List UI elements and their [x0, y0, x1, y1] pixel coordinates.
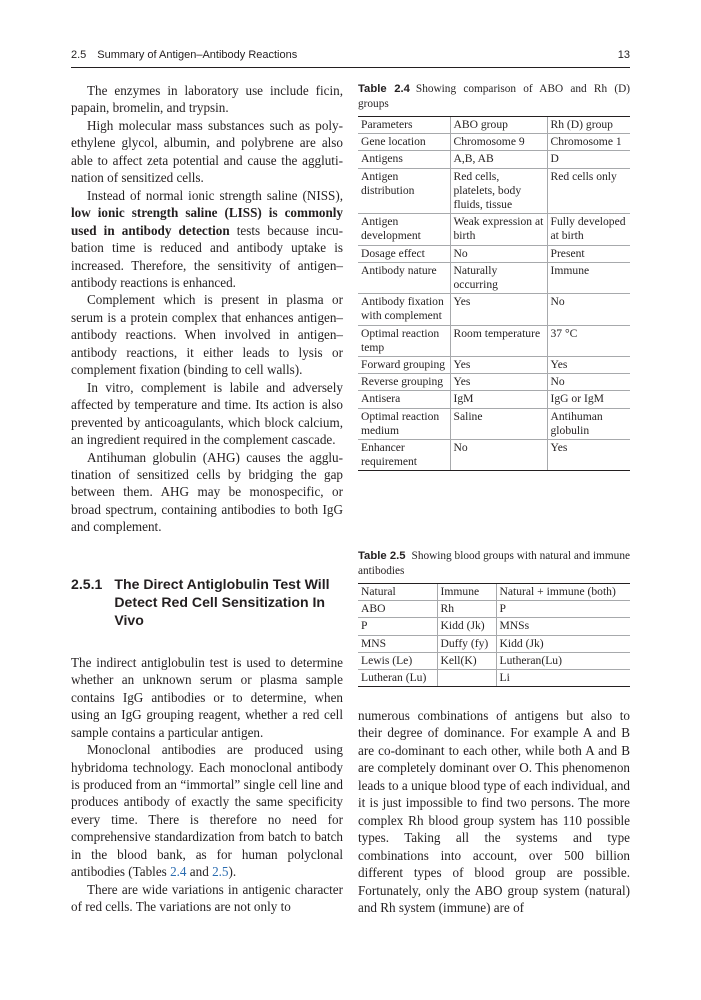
- paragraph-ahg: Antihuman globulin (AHG) causes the agglutination of sensitized cells by bridging the gap between them. AHG may be monospecific, or broad spectrum, containing antibodies to both IgG and complement.: [71, 449, 343, 535]
- table-2-4-cell: No: [547, 374, 630, 391]
- table-2-4-cell: Room temperature: [450, 325, 547, 356]
- table-2-4-cell: No: [450, 245, 547, 262]
- table-2-4-row: [358, 440, 630, 471]
- table-2-4-cell: Antihuman globulin: [547, 408, 630, 439]
- table-2-4-row: [358, 374, 630, 391]
- table-2-5: [358, 583, 630, 687]
- paragraph-monoclonal-text-3: ).: [228, 864, 237, 880]
- header-rule: [71, 67, 630, 68]
- table-2-4-cell: Naturally occurring: [450, 262, 547, 293]
- table-2-4-row: [358, 214, 630, 245]
- table-2-5-cell: Kell(K): [437, 652, 496, 669]
- table-2-5-link[interactable]: 2.5: [212, 864, 229, 880]
- table-2-5-row: [358, 670, 630, 687]
- table-2-4-cell: Yes: [450, 374, 547, 391]
- table-2-4-column-header: Parameters: [358, 117, 450, 134]
- paragraph-enzymes: The enzymes in laboratory use include ficin, papain, bromelin, and trypsin.: [71, 83, 343, 116]
- table-2-4-cell: Weak expression at birth: [450, 214, 547, 245]
- paragraph-high-molecular-substances: High molecular mass substances such as polyethylene glycol, albumin, and polybrene are also able to affect zeta potential and cause the agglutination of sensitized cells.: [71, 117, 343, 186]
- table-2-4-row: [358, 151, 630, 168]
- table-2-4-cell: 37 °C: [547, 325, 630, 356]
- table-2-4-cell: Antigens: [358, 151, 450, 168]
- table-2-5-row: [358, 652, 630, 669]
- table-2-5-row: [358, 635, 630, 652]
- table-2-5-header-row: [358, 584, 630, 601]
- table-2-5-cell: ABO: [358, 601, 437, 618]
- paragraph-liss-text-1: Instead of normal ionic strength saline (NISS),: [87, 187, 343, 203]
- paragraph-monoclonal: [71, 741, 343, 881]
- table-2-5-cell: Lutheran (Lu): [358, 670, 437, 687]
- table-2-4-cell: Antibody nature: [358, 262, 450, 293]
- table-2-4-cell: IgM: [450, 391, 547, 408]
- table-2-4-cell: D: [547, 151, 630, 168]
- table-2-4-cell: Forward grouping: [358, 357, 450, 374]
- paragraph-in-vitro: In vitro, complement is labile and adversely affected by temperature and time. Its action is also prevented by anticoagulants, which block calcium, an ingredient required in the complement cascade.: [71, 379, 343, 448]
- paragraph-liss-text-2: tests because incubation time is reduced and antibody uptake is increased. Therefore, the sensitivity of antigen–antibody reactions is enhanced.: [71, 222, 343, 290]
- paragraph-antigenic-variation: There are wide variations in antigenic character of red cells. The variations are not only to: [71, 881, 343, 915]
- table-2-5-cell: Kidd (Jk): [496, 635, 630, 652]
- table-2-4-row: [358, 134, 630, 151]
- table-2-4-row: [358, 262, 630, 293]
- table-2-4: [358, 116, 630, 471]
- table-2-4-cell: Yes: [450, 357, 547, 374]
- paragraph-liss-emphasis: low ionic strength saline (LISS) is commonly used in antibody detection: [71, 205, 343, 238]
- table-2-4-row: [358, 294, 630, 325]
- table-2-4-cell: Chromosome 9: [450, 134, 547, 151]
- paragraph-liss: [71, 187, 343, 292]
- table-2-5-label: Table 2.5: [358, 550, 406, 562]
- table-2-5-cell: Duffy (fy): [437, 635, 496, 652]
- table-2-4-cell: Optimal reaction medium: [358, 408, 450, 439]
- table-2-4-column-header: Rh (D) group: [547, 117, 630, 134]
- table-2-4-cell: Red cells, platelets, body fluids, tissue: [450, 168, 547, 214]
- right-column: [358, 707, 630, 916]
- table-2-5-cell: [437, 670, 496, 687]
- table-2-5-block: [358, 549, 630, 687]
- table-2-4-cell: Chromosome 1: [547, 134, 630, 151]
- table-2-4-cell: Reverse grouping: [358, 374, 450, 391]
- table-2-4-cell: Dosage effect: [358, 245, 450, 262]
- table-2-4-link[interactable]: 2.4: [170, 864, 187, 880]
- table-2-4-cell: Antibody fixation with complement: [358, 294, 450, 325]
- left-column: [71, 82, 343, 916]
- table-2-5-caption-text: Showing blood groups with natural and immune antibodies: [358, 550, 630, 577]
- paragraph-antigen-combinations: numerous combinations of antigens but also to their degree of dominance. For example A and B are co-dominant to each other, while both A and B are completely dominant over O. This phenomenon leads to a unique blood type of each individual, and it is just impossible to find two persons. The more complex Rh blood group system has 110 possible types. Taking all the systems and type combinations into account, over 500 billion different types of blood group are possible. Fortunately, only the ABO group system (natural) and Rh system (immune) are of: [358, 708, 630, 915]
- table-2-4-cell: Saline: [450, 408, 547, 439]
- table-2-4-row: [358, 325, 630, 356]
- table-2-4-cell: Antigen development: [358, 214, 450, 245]
- table-2-5-cell: Li: [496, 670, 630, 687]
- table-2-4-row: [358, 391, 630, 408]
- table-2-5-cell: P: [358, 618, 437, 635]
- table-2-4-cell: Present: [547, 245, 630, 262]
- table-2-4-block: [358, 82, 630, 471]
- running-head: [71, 47, 630, 67]
- table-2-4-cell: No: [450, 440, 547, 471]
- running-head-section: 2.5 Summary of Antigen–Antibody Reactions: [71, 49, 298, 61]
- table-2-5-caption: [358, 549, 630, 578]
- table-2-5-cell: P: [496, 601, 630, 618]
- table-2-5-cell: MNS: [358, 635, 437, 652]
- table-2-4-cell: Immune: [547, 262, 630, 293]
- table-2-4-cell: Red cells only: [547, 168, 630, 214]
- table-2-4-row: [358, 408, 630, 439]
- table-2-4-cell: No: [547, 294, 630, 325]
- table-2-4-row: [358, 357, 630, 374]
- table-2-4-cell: Antisera: [358, 391, 450, 408]
- section-title: The Direct Antiglobulin Test Will Detect Red Cell Sensitization In Vivo: [114, 575, 330, 628]
- table-2-4-cell: A,B, AB: [450, 151, 547, 168]
- table-2-4-cell: Optimal reaction temp: [358, 325, 450, 356]
- table-2-4-caption-text: Showing comparison of ABO and Rh (D) groups: [358, 83, 630, 110]
- table-2-4-cell: Yes: [547, 440, 630, 471]
- paragraph-indirect-antiglobulin: The indirect antiglobulin test is used to determine whether an unknown serum or plasma sample contains IgG antibodies or to determine, when using an IgG grouping reagent, whether a red cell sample contains a particular antigen.: [71, 654, 343, 740]
- table-2-4-row: [358, 168, 630, 214]
- table-2-4-cell: IgG or IgM: [547, 391, 630, 408]
- table-2-4-row: [358, 245, 630, 262]
- table-2-5-row: [358, 618, 630, 635]
- section-heading: [71, 575, 343, 629]
- table-2-5-cell: MNSs: [496, 618, 630, 635]
- table-2-5-cell: Lewis (Le): [358, 652, 437, 669]
- paragraph-monoclonal-text-2: and: [186, 864, 213, 880]
- table-2-4-cell: Fully developed at birth: [547, 214, 630, 245]
- table-2-5-cell: Lutheran(Lu): [496, 652, 630, 669]
- paragraph-complement: Complement which is present in plasma or serum is a protein complex that enhances antigen–antibody reactions. When involved in antigen–antibody reactions, it either leads to lysis or complement fixation (binding to cell walls).: [71, 292, 343, 378]
- table-2-5-row: [358, 601, 630, 618]
- paragraph-monoclonal-text-1: Monoclonal antibodies are produced using hybridoma technology. Each monoclonal antibody is produced from an “immortal” single cell line and produces antibody of exactly the same specificity every time. There is therefore no need for comprehensive standardization from batch to batch in the blood bank, as for human polyclonal antibodies (Tables: [71, 742, 343, 880]
- section-number: 2.5.1: [71, 575, 103, 592]
- table-2-4-header-row: [358, 117, 630, 134]
- table-2-4-cell: Enhancer requirement: [358, 440, 450, 471]
- table-2-5-column-header: Natural + immune (both): [496, 584, 630, 601]
- table-2-5-cell: Rh: [437, 601, 496, 618]
- table-2-5-column-header: Natural: [358, 584, 437, 601]
- table-2-4-cell: Antigen distribution: [358, 168, 450, 214]
- page-number: 13: [617, 49, 630, 61]
- table-2-5-cell: Kidd (Jk): [437, 618, 496, 635]
- table-2-4-caption: [358, 82, 630, 111]
- table-2-4-column-header: ABO group: [450, 117, 547, 134]
- table-2-4-cell: Gene location: [358, 134, 450, 151]
- table-2-5-column-header: Immune: [437, 584, 496, 601]
- table-2-4-label: Table 2.4: [358, 83, 410, 95]
- table-2-4-cell: Yes: [450, 294, 547, 325]
- table-2-4-cell: Yes: [547, 357, 630, 374]
